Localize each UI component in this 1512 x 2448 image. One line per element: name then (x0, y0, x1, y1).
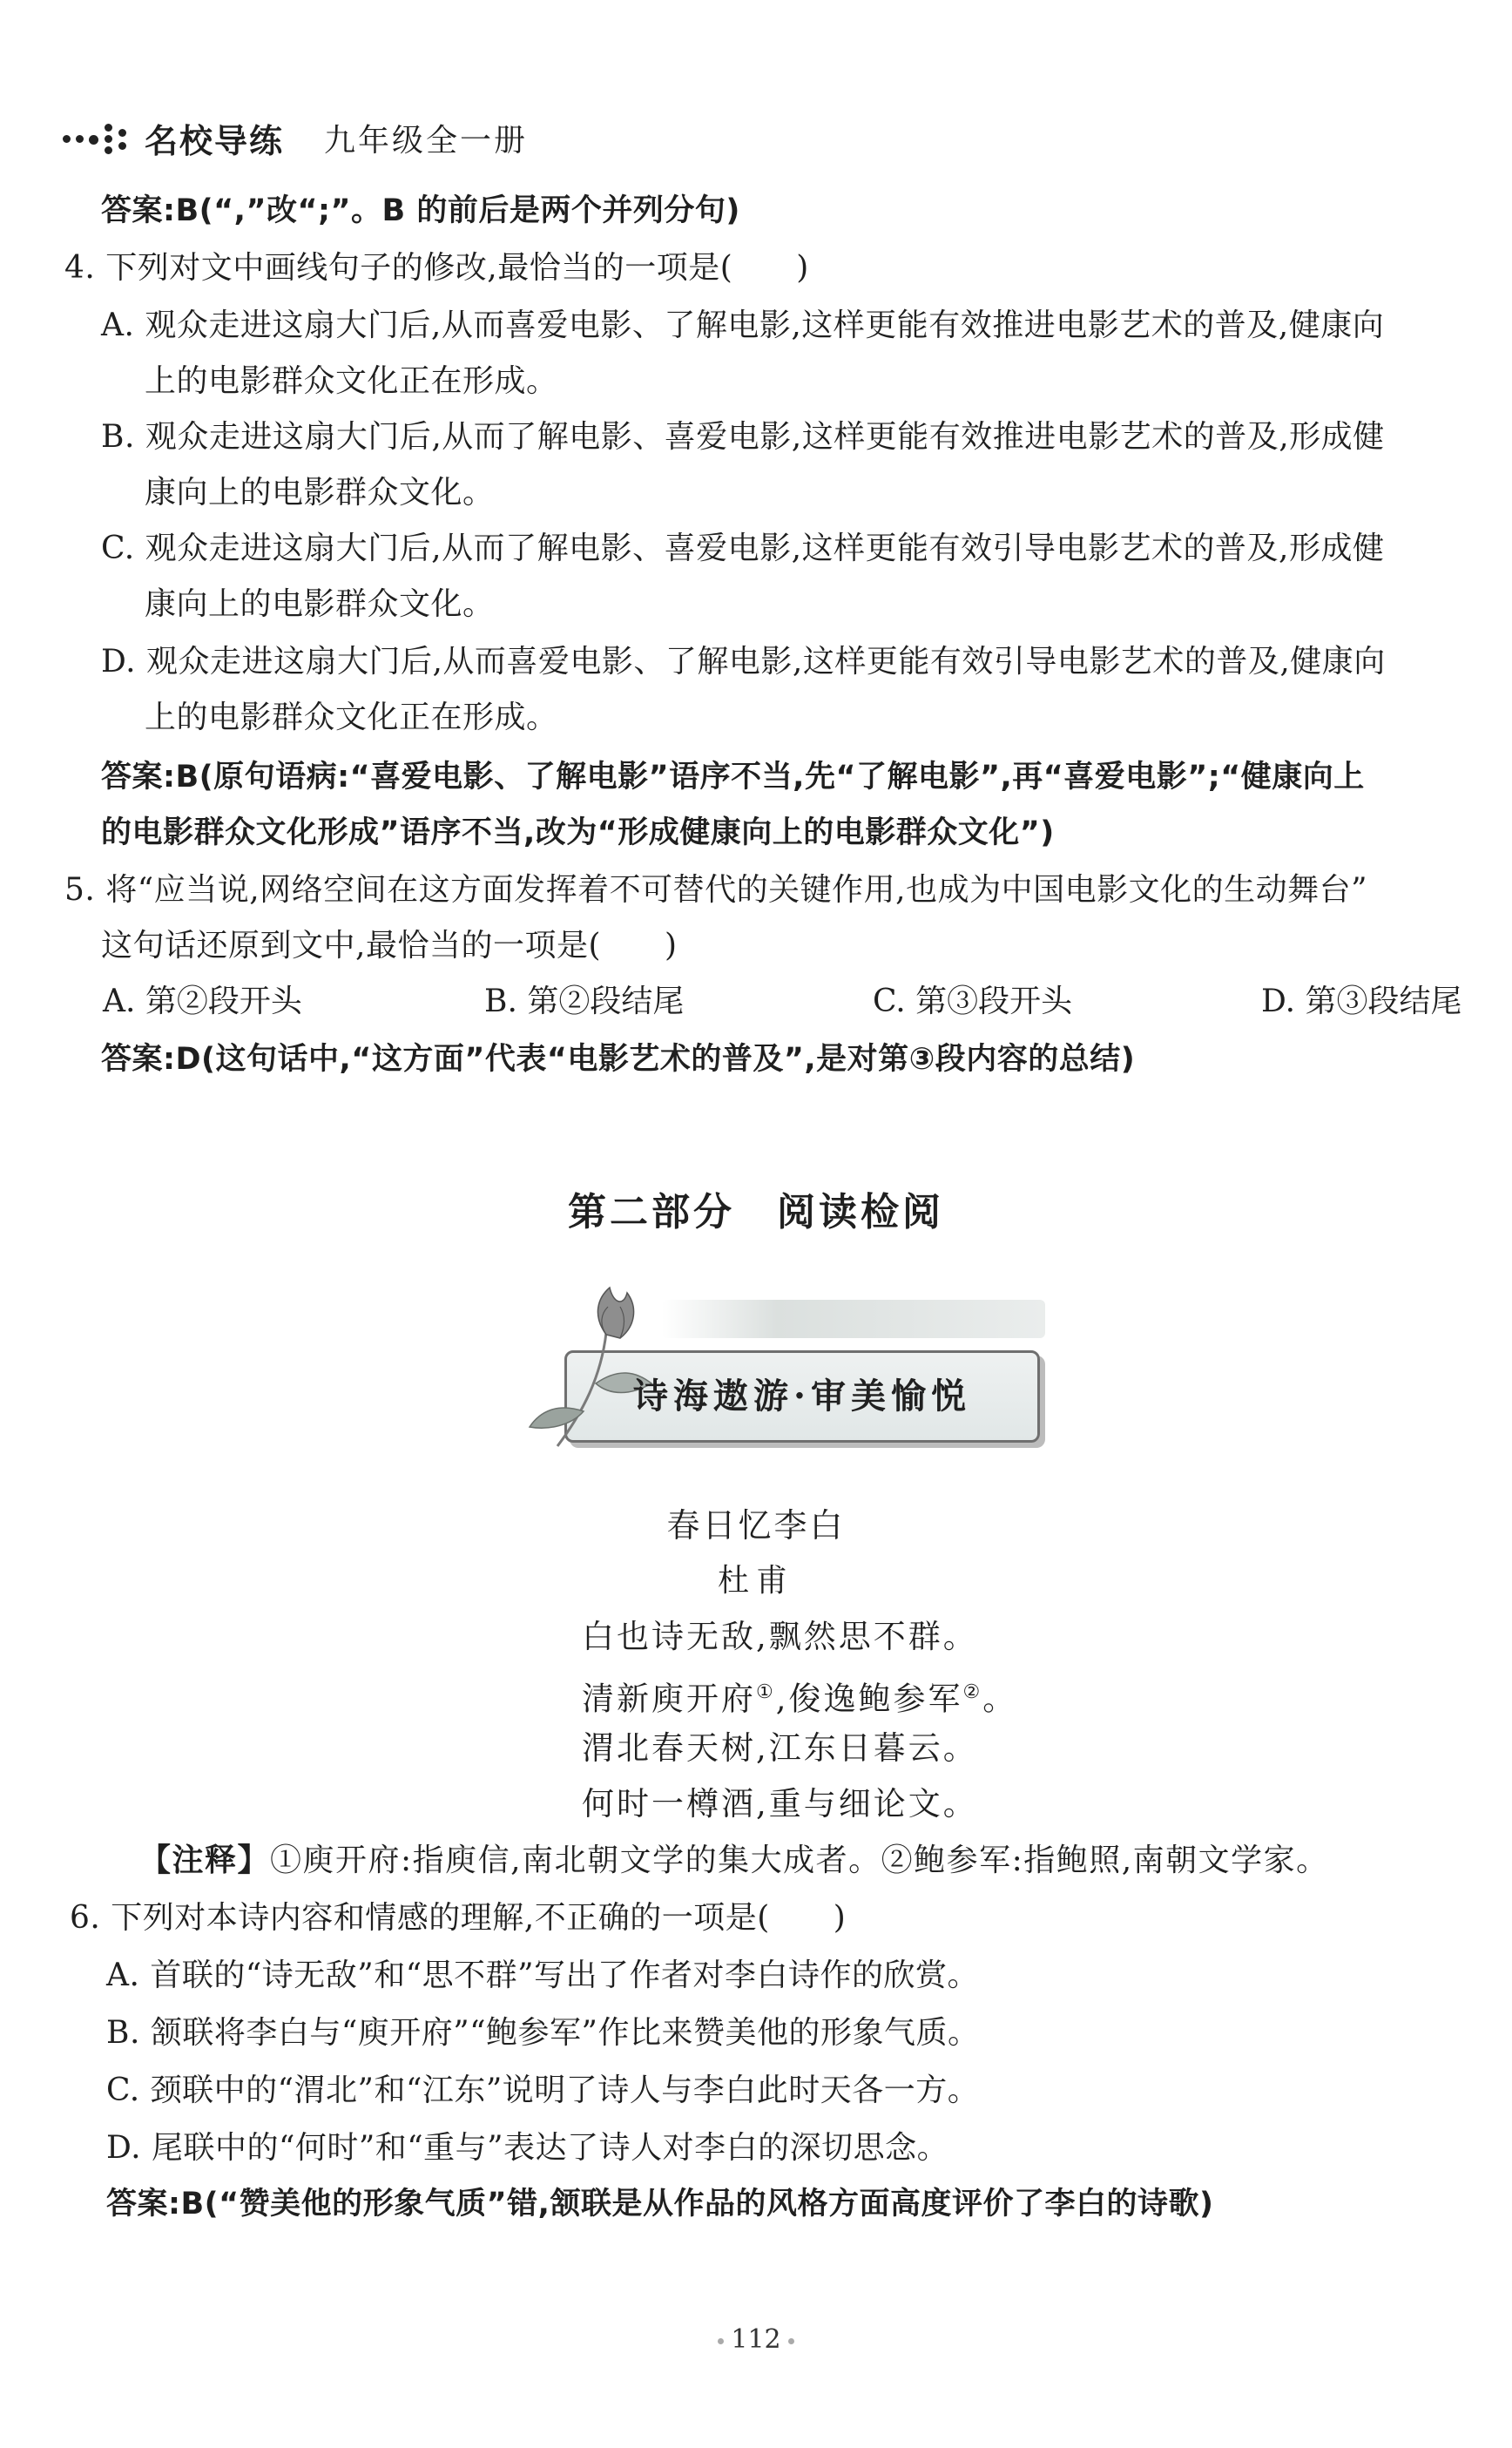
q5-answer: 答案:D(这句话中,“这方面”代表“电影艺术的普及”,是对第③段内容的总结) (101, 1042, 1136, 1077)
section-banner (523, 1281, 1063, 1455)
q5-option-d: D. 第③段结尾 (1261, 984, 1462, 1019)
q5-options (103, 984, 1488, 1021)
poem-author: 杜甫 (717, 1563, 794, 1599)
page-header (63, 112, 528, 164)
q3-answer: 答案:B(“,”改“;”。B 的前后是两个并列分句) (101, 193, 740, 228)
poem-title: 春日忆李白 (666, 1506, 846, 1545)
q4-answer-line1: 答案:B(原句语病:“喜爱电影、了解电影”语序不当,先“了解电影”,再“喜爱电影”;“健康向上 (101, 760, 1365, 795)
q4-option-a-line2: 上的电影群众文化正在形成。 (145, 363, 558, 399)
q4-answer-line2: 的电影群众文化形成”语序不当,改为“形成健康向上的电影群众文化”) (101, 815, 1055, 850)
q6-stem: 6. 下列对本诗内容和情感的理解,不正确的一项是( ) (70, 1900, 847, 1936)
q4-option-c-line1: C. 观众走进这扇大门后,从而了解电影、喜爱电影,这样更能有效引导电影艺术的普及,形成健 (101, 531, 1385, 566)
q5-option-b: B. 第②段结尾 (484, 984, 685, 1019)
q4-option-d-line2: 上的电影群众文化正在形成。 (145, 700, 558, 735)
q4-option-b-line1: B. 观众走进这扇大门后,从而了解电影、喜爱电影,这样更能有效推进电影艺术的普及,形成健 (101, 419, 1385, 455)
poem-notes (139, 1843, 1329, 1878)
q5-stem-line1: 5. 将“应当说,网络空间在这方面发挥着不可替代的关键作用,也成为中国电影文化的生动舞台” (64, 872, 1367, 908)
section-title: 第二部分 阅读检阅 (568, 1190, 944, 1234)
q5-stem-line2: 这句话还原到文中,最恰当的一项是( ) (101, 928, 678, 964)
q5-option-c: C. 第③段开头 (873, 984, 1073, 1019)
q6-option-b: B. 颔联将李白与“庾开府”“鲍参军”作比来赞美他的形象气质。 (106, 2015, 980, 2051)
q6-answer: 答案:B(“赞美他的形象气质”错,颔联是从作品的风格方面高度评价了李白的诗歌) (106, 2187, 1214, 2221)
poem-line-4: 何时一樽酒,重与细论文。 (582, 1785, 978, 1822)
poem-line-3: 渭北春天树,江东日暮云。 (582, 1729, 978, 1767)
q4-option-d-line1: D. 观众走进这扇大门后,从而喜爱电影、了解电影,这样更能有效引导电影艺术的普及,健康向 (101, 644, 1386, 680)
poem-line-1: 白也诗无敌,飘然思不群。 (582, 1618, 978, 1655)
notes-label: 【注释】 (139, 1843, 271, 1878)
series-brand: 名校导练 (145, 121, 285, 160)
page-number: 112 (0, 2324, 1512, 2355)
q4-option-c-line2: 康向上的电影群众文化。 (145, 586, 495, 622)
footnote-marker-1: ① (756, 1681, 776, 1703)
grade-label: 九年级全一册 (324, 122, 529, 159)
q4-option-b-line2: 康向上的电影群众文化。 (145, 475, 495, 511)
poem-line-2: 清新庾开府①,俊逸鲍参军②。 (582, 1680, 1018, 1718)
q6-option-c: C. 颈联中的“渭北”和“江东”说明了诗人与李白此时天各一方。 (106, 2073, 980, 2108)
q6-option-d: D. 尾联中的“何时”和“重与”表达了诗人对李白的深切思念。 (106, 2130, 949, 2166)
dots-logo-icon (63, 120, 134, 155)
notes-text: ①庾开府:指庾信,南北朝文学的集大成者。②鲍参军:指鲍照,南朝文学家。 (270, 1843, 1329, 1878)
q5-option-a: A. 第②段开头 (103, 984, 302, 1019)
q4-option-a-line1: A. 观众走进这扇大门后,从而喜爱电影、了解电影,这样更能有效推进电影艺术的普及,健康向 (101, 308, 1385, 343)
banner-title: 诗海遨游·审美愉悦 (633, 1376, 971, 1417)
q4-stem: 4. 下列对文中画线句子的修改,最恰当的一项是( ) (64, 250, 809, 286)
footnote-marker-2: ② (962, 1681, 983, 1703)
q6-option-a: A. 首联的“诗无敌”和“思不群”写出了作者对李白诗作的欣赏。 (106, 1958, 980, 1993)
